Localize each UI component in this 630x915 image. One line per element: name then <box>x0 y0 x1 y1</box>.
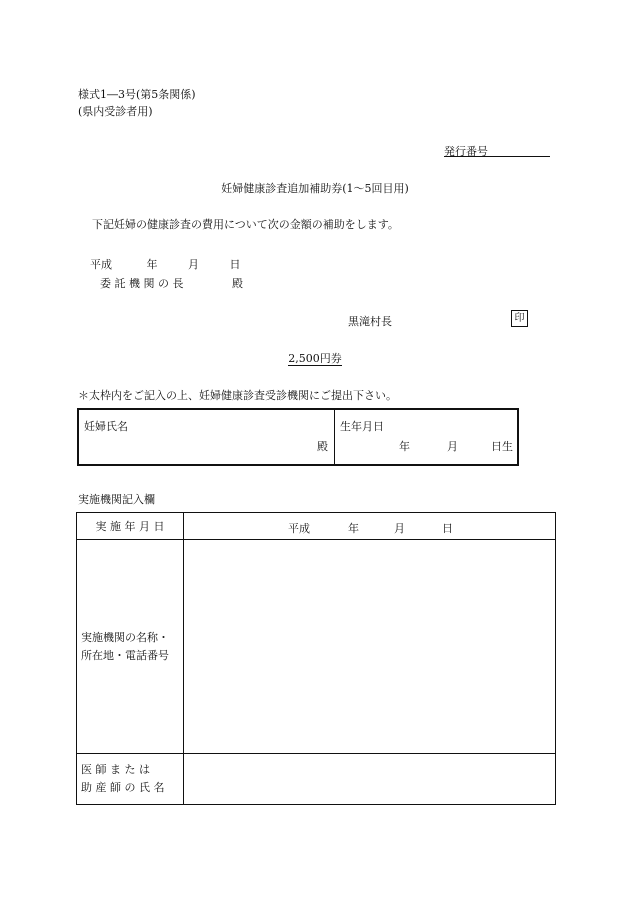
institution-label-line2: 所在地・電話番号 <box>81 648 169 662</box>
table-row <box>77 754 556 805</box>
birth-month: 月 <box>447 440 458 453</box>
addressee <box>100 275 243 291</box>
impl-date-year: 年 <box>348 522 359 535</box>
patient-name-honorific: 殿 <box>317 440 328 453</box>
birth-day: 日生 <box>491 440 513 453</box>
addressee-honorific: 殿 <box>231 277 243 290</box>
patient-info-box <box>77 408 519 466</box>
issue-number-field[interactable] <box>444 143 550 157</box>
body-text: 下記妊婦の健康診査の費用について次の金額の補助をします。 <box>92 218 399 231</box>
patient-birth-cell[interactable] <box>335 410 517 464</box>
addressee-label: 委 託 機 関 の 長 <box>100 277 184 290</box>
date-label-cell: 実 施 年 月 日 <box>77 513 184 540</box>
institution-label-line1: 実施機関の名称・ <box>81 630 169 644</box>
institution-table <box>76 512 556 805</box>
doctor-name-cell[interactable] <box>184 754 556 805</box>
date-year: 年 <box>146 258 158 271</box>
voucher-amount-text: 2,500円券 <box>288 352 342 365</box>
date-line[interactable] <box>90 256 241 272</box>
form-usage: (県内受診者用) <box>78 105 153 118</box>
doctor-label-line2: 助 産 師 の 氏 名 <box>81 781 165 794</box>
doctor-label-line1: 医 師 ま た は <box>81 763 150 776</box>
table-row <box>77 513 556 540</box>
implementation-date-cell[interactable] <box>184 513 556 540</box>
impl-date-day: 日 <box>442 522 453 535</box>
date-day: 日 <box>229 258 241 271</box>
date-era: 平成 <box>90 258 112 271</box>
date-month: 月 <box>188 258 199 271</box>
institution-info-cell[interactable] <box>184 540 556 754</box>
birth-year: 年 <box>399 440 410 453</box>
form-number: 様式1―3号(第5条関係) <box>78 88 196 101</box>
voucher-amount <box>0 350 630 366</box>
doctor-label-cell <box>77 754 184 805</box>
seal-stamp: 印 <box>511 310 528 327</box>
issue-number-label: 発行番号 <box>444 145 488 158</box>
impl-date-era: 平成 <box>288 522 310 535</box>
page-title: 妊婦健康診査追加補助券(1～5回目用) <box>221 182 409 195</box>
patient-name-label: 妊婦氏名 <box>84 420 128 433</box>
table-row <box>77 540 556 754</box>
instruction-text: ＊太枠内をご記入の上、妊婦健康診査受診機関にご提出下さい。 <box>78 389 397 402</box>
patient-name-cell[interactable] <box>79 410 335 464</box>
institution-section-title: 実施機関記入欄 <box>78 493 155 506</box>
impl-date-month: 月 <box>394 522 405 535</box>
issuer-name: 黒滝村長 <box>348 315 392 328</box>
birth-date-label: 生年月日 <box>340 420 384 433</box>
institution-label-cell <box>77 540 184 754</box>
